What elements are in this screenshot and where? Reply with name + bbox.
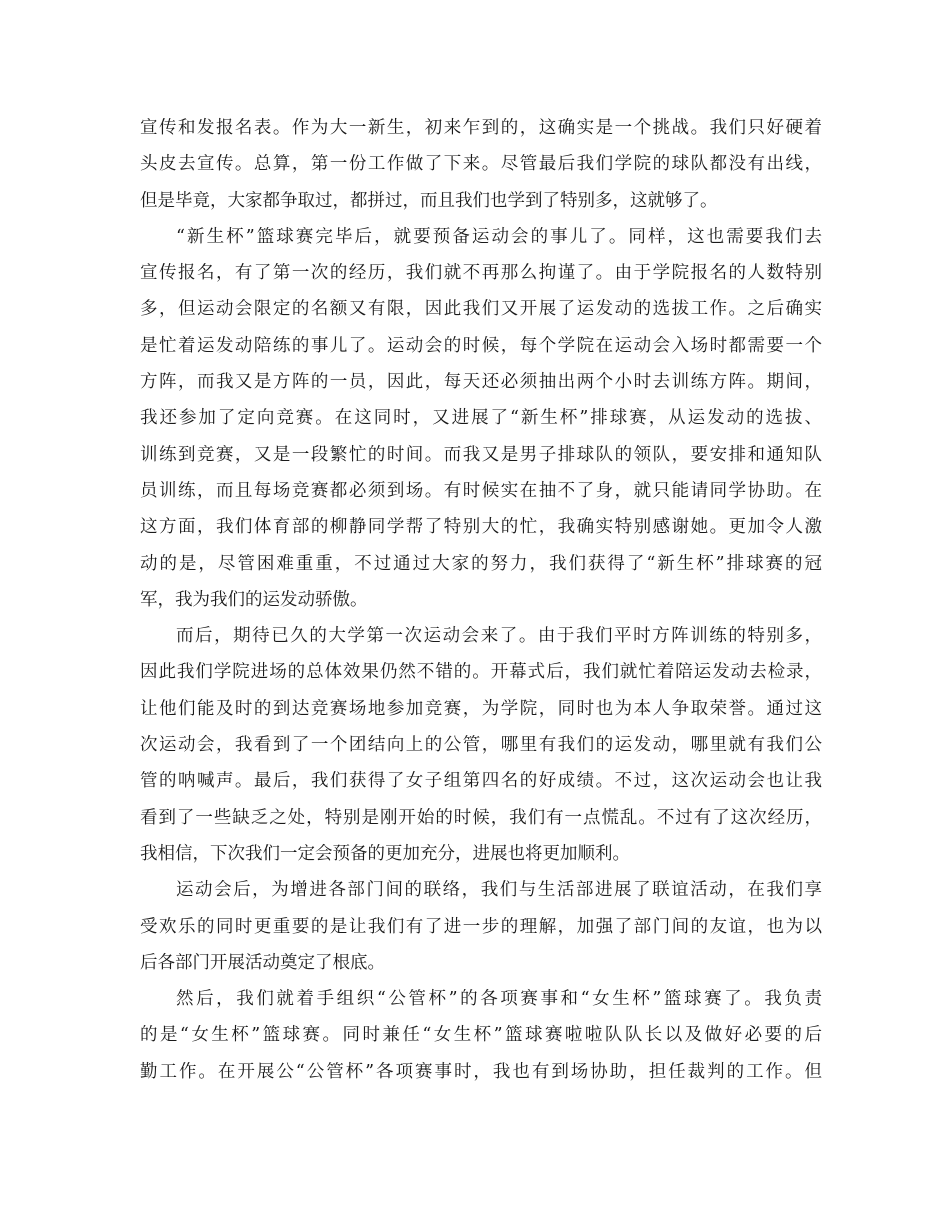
text-line: 管的呐喊声。最后，我们获得了女子组第四名的好成绩。不过，这次运动会也让我 [140, 771, 822, 792]
text-line: 而后，期待已久的大学第一次运动会来了。由于我们平时方阵训练的特别多， [176, 626, 822, 647]
text-line: 我相信，下次我们一定会预备的更加充分，进展也将更加顺利。 [140, 843, 630, 864]
text-line: 让他们能及时的到达竞赛场地参加竞赛，为学院，同时也为本人争取荣誉。通过这 [140, 698, 822, 719]
text-line: 动的是，尽管困难重重，不过通过大家的努力，我们获得了“新生杯”排球赛的冠 [140, 553, 822, 574]
text-line: 因此我们学院进场的总体效果仍然不错的。开幕式后，我们就忙着陪运发动去检录， [140, 662, 822, 683]
text-line: 运动会后，为增进各部门间的联络，我们与生活部进展了联谊活动，在我们享 [176, 880, 822, 901]
text-line: 军，我为我们的运发动骄傲。 [140, 589, 368, 610]
text-line: 后各部门开展活动奠定了根底。 [140, 952, 385, 973]
text-line: 受欢乐的同时更重要的是让我们有了进一步的理解，加强了部门间的友谊，也为以 [140, 916, 822, 937]
text-line: “新生杯”篮球赛完毕后，就要预备运动会的事儿了。同样，这也需要我们去 [176, 226, 822, 247]
text-line: 勤工作。在开展公“公管杯”各项赛事时，我也有到场协助，担任裁判的工作。但 [140, 1061, 822, 1082]
text-line: 宣传报名，有了第一次的经历，我们就不再那么拘谨了。由于学院报名的人数特别 [140, 263, 822, 284]
text-line: 次运动会，我看到了一个团结向上的公管，哪里有我们的运发动，哪里就有我们公 [140, 735, 822, 756]
text-line: 然后，我们就着手组织“公管杯”的各项赛事和“女生杯”篮球赛了。我负责 [176, 989, 822, 1010]
text-line: 看到了一些缺乏之处，特别是刚开始的时候，我们有一点慌乱。不过有了这次经历， [140, 807, 822, 828]
text-line: 我还参加了定向竞赛。在这同时，又进展了“新生杯”排球赛，从运发动的选拔、 [140, 408, 822, 429]
text-line: 这方面，我们体育部的柳静同学帮了特别大的忙，我确实特别感谢她。更加令人激 [140, 517, 822, 538]
text-line: 头皮去宣传。总算，第一份工作做了下来。尽管最后我们学院的球队都没有出线， [140, 154, 822, 175]
text-line: 员训练，而且每场竞赛都必须到场。有时候实在抽不了身，就只能请同学协助。在 [140, 480, 822, 501]
text-line: 是忙着运发动陪练的事儿了。运动会的时候，每个学院在运动会入场时都需要一个 [140, 335, 822, 356]
text-line: 的是“女生杯”篮球赛。同时兼任“女生杯”篮球赛啦啦队队长以及做好必要的后 [140, 1025, 822, 1046]
text-line: 训练到竞赛，又是一段繁忙的时间。而我又是男子排球队的领队，要安排和通知队 [140, 444, 822, 465]
text-line: 宣传和发报名表。作为大一新生，初来乍到的，这确实是一个挑战。我们只好硬着 [140, 118, 822, 138]
text-line: 方阵，而我又是方阵的一员，因此，每天还必须抽出两个小时去训练方阵。期间， [140, 372, 822, 393]
text-line: 但是毕竟，大家都争取过，都拼过，而且我们也学到了特别多，这就够了。 [140, 190, 718, 211]
document-body [140, 110, 822, 1090]
text-line: 多，但运动会限定的名额又有限，因此我们又开展了运发动的选拔工作。之后确实 [140, 299, 822, 320]
